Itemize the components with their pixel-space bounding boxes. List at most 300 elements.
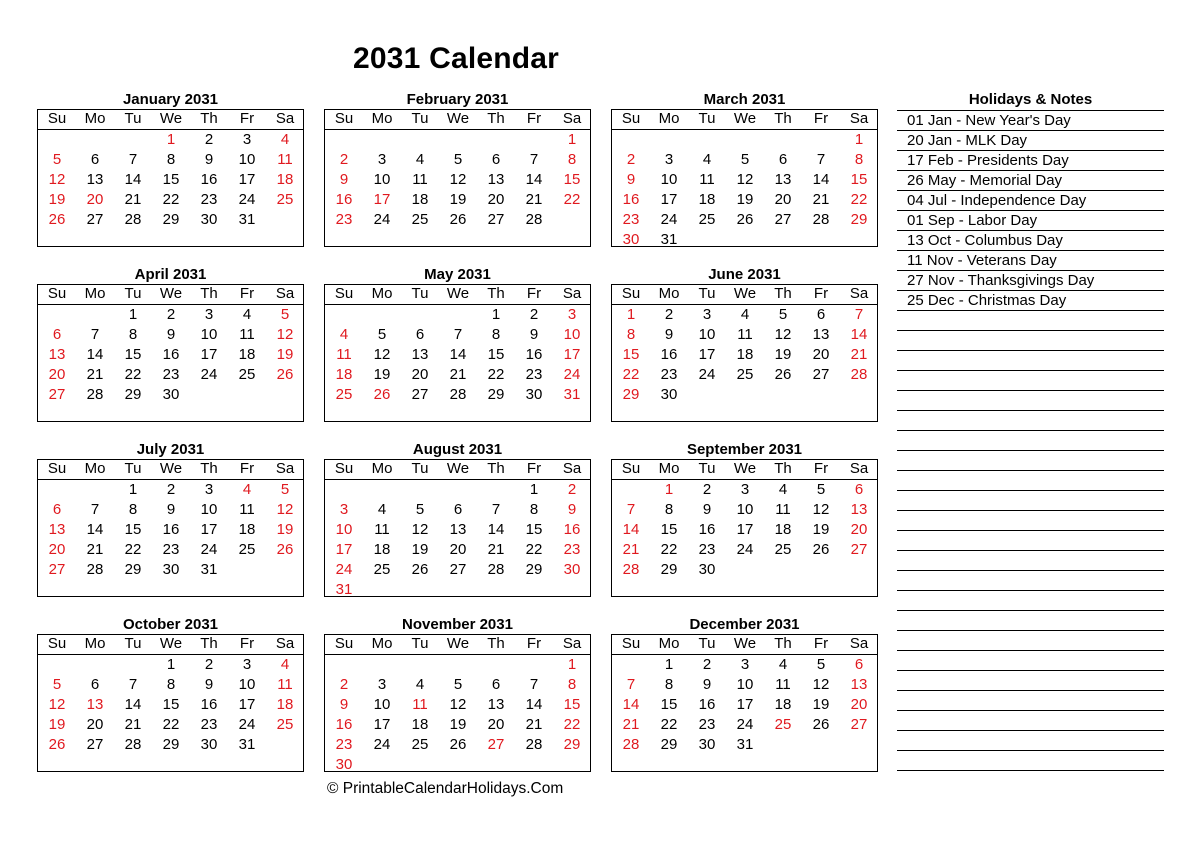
day-cell [401,305,439,325]
day-cell: 5 [778,306,788,323]
day-cell [439,305,477,325]
weekday-label: Sa [849,285,869,302]
weekday-label: Su [47,635,67,652]
day-cell: 31 [335,581,353,598]
weekday-label: We [733,285,757,302]
day-cell: 21 [812,191,830,208]
weekday-header [38,460,303,480]
day-cell [76,305,114,325]
day-cell: 6 [491,151,501,168]
day-cell [439,480,477,500]
day-cell: 21 [622,541,640,558]
day-cell: 13 [48,346,66,363]
day-cell: 3 [242,131,252,148]
week-row [325,735,590,755]
day-cell: 4 [242,481,252,498]
day-cell: 8 [664,501,674,518]
day-cell [515,580,553,600]
week-row [325,365,590,385]
day-cell: 5 [740,151,750,168]
day-cell: 28 [124,736,142,753]
day-cell: 8 [128,326,138,343]
day-cell: 9 [702,676,712,693]
note-line [897,551,1164,571]
day-cell: 17 [736,521,754,538]
note-line [897,431,1164,451]
day-cell [477,480,515,500]
month-calendar [37,615,304,772]
week-row [38,560,303,580]
day-cell: 17 [200,521,218,538]
day-cell: 2 [204,656,214,673]
day-cell: 7 [128,151,138,168]
day-cell: 31 [238,211,256,228]
day-cell: 21 [850,346,868,363]
day-cell: 27 [86,736,104,753]
weekday-label: Fr [813,110,829,127]
day-cell: 22 [660,716,678,733]
day-cell [228,385,266,405]
day-cell: 5 [415,501,425,518]
day-cell: 24 [698,366,716,383]
day-cell: 7 [491,501,501,518]
weekday-label: We [446,110,470,127]
weekday-label: Fr [526,110,542,127]
day-cell: 22 [563,716,581,733]
week-row [325,130,590,150]
day-cell: 18 [238,521,256,538]
day-cell [802,130,840,150]
day-cell: 23 [162,541,180,558]
day-cell: 29 [162,211,180,228]
week-row [38,190,303,210]
weekday-header [325,460,590,480]
weekday-label: Fr [239,635,255,652]
week-row [38,150,303,170]
day-cell [38,480,76,500]
day-cell: 13 [487,171,505,188]
month-grid [611,284,878,422]
day-cell [688,230,726,250]
weekday-label: Fr [813,285,829,302]
week-row [612,480,877,500]
weekday-label: We [159,285,183,302]
day-cell: 5 [453,676,463,693]
day-cell [190,385,228,405]
day-cell: 6 [854,656,864,673]
day-cell: 24 [563,366,581,383]
day-cell: 11 [239,326,255,343]
day-cell: 9 [204,676,214,693]
day-cell: 31 [736,736,754,753]
week-row [325,755,590,775]
weekday-label: Fr [813,635,829,652]
day-cell: 26 [812,541,830,558]
day-cell: 27 [487,211,505,228]
weekday-label: Th [487,110,505,127]
day-cell: 9 [166,326,176,343]
weekday-label: Tu [411,285,429,302]
day-cell: 16 [698,696,716,713]
day-cell: 22 [563,191,581,208]
day-cell: 5 [280,306,290,323]
weekday-label: Tu [124,460,142,477]
day-cell: 2 [166,481,176,498]
day-cell: 30 [698,561,716,578]
day-cell [840,385,878,405]
note-line [897,571,1164,591]
day-cell: 8 [491,326,501,343]
day-cell: 14 [124,696,142,713]
weekday-label: Mo [658,285,680,302]
weekday-label: Su [334,110,354,127]
day-cell: 20 [774,191,792,208]
week-row [38,715,303,735]
note-line [897,751,1164,771]
day-cell: 23 [563,541,581,558]
day-cell: 19 [276,346,294,363]
day-cell: 19 [812,521,830,538]
day-cell: 11 [239,501,255,518]
day-cell: 15 [563,696,581,713]
holiday-item: 11 Nov - Veterans Day [897,251,1164,271]
day-cell: 2 [626,151,636,168]
day-cell: 28 [124,211,142,228]
day-cell: 19 [736,191,754,208]
weekday-label: Su [621,110,641,127]
day-cell [764,385,802,405]
week-row [325,715,590,735]
day-cell: 16 [200,171,218,188]
day-cell: 7 [90,326,100,343]
day-cell: 5 [453,151,463,168]
day-cell: 6 [854,481,864,498]
day-cell: 28 [622,736,640,753]
day-cell [401,655,439,675]
day-cell: 16 [563,521,581,538]
month-grid [324,109,591,247]
day-cell [325,655,363,675]
weekday-label: Mo [84,635,106,652]
weekday-label: Su [47,460,67,477]
week-row [612,385,877,405]
day-cell [76,130,114,150]
day-cell: 20 [812,346,830,363]
page-title: 2031 Calendar [353,42,560,75]
day-cell [363,755,401,775]
day-cell: 21 [449,366,467,383]
weekday-label: Mo [371,285,393,302]
day-cell: 22 [162,191,180,208]
day-cell: 1 [854,131,864,148]
weekday-label: Tu [411,110,429,127]
weekday-label: Th [774,285,792,302]
day-cell: 17 [238,696,256,713]
day-cell: 10 [736,676,754,693]
day-cell: 17 [660,191,678,208]
weekday-label: Fr [813,460,829,477]
day-cell: 15 [124,521,142,538]
day-cell: 9 [567,501,577,518]
weekday-label: Su [47,110,67,127]
week-row [38,170,303,190]
day-cell: 18 [276,171,294,188]
weekday-label: Sa [275,635,295,652]
day-cell [325,480,363,500]
week-row [325,210,590,230]
footer-copyright: © PrintableCalendarHolidays.Com [327,780,564,797]
day-cell: 23 [525,366,543,383]
day-cell: 14 [449,346,467,363]
day-cell: 12 [449,171,467,188]
day-cell [726,130,764,150]
day-cell: 22 [850,191,868,208]
day-cell: 23 [335,211,353,228]
day-cell: 26 [48,211,66,228]
day-cell: 29 [622,386,640,403]
day-cell: 22 [660,541,678,558]
month-title: February 2031 [406,91,509,108]
day-cell: 30 [335,756,353,773]
day-cell: 14 [525,171,543,188]
day-cell: 13 [48,521,66,538]
day-cell: 9 [166,501,176,518]
weekday-label: Su [621,635,641,652]
day-cell: 25 [736,366,754,383]
day-cell [612,655,650,675]
day-cell: 27 [449,561,467,578]
day-cell [477,130,515,150]
day-cell: 20 [487,716,505,733]
day-cell: 29 [660,736,678,753]
note-line [897,691,1164,711]
week-row [612,210,877,230]
day-cell: 4 [280,656,290,673]
day-cell: 26 [276,541,294,558]
day-cell: 23 [698,541,716,558]
month-title: October 2031 [122,616,219,633]
day-cell [401,755,439,775]
day-cell: 4 [242,306,252,323]
weekday-label: Sa [562,110,582,127]
day-cell: 19 [48,191,66,208]
day-cell [114,130,152,150]
weekday-label: We [733,460,757,477]
day-cell: 5 [377,326,387,343]
month-calendar [37,90,304,247]
week-row [612,190,877,210]
day-cell [553,580,591,600]
note-line [897,511,1164,531]
day-cell: 20 [449,541,467,558]
day-cell: 4 [740,306,750,323]
day-cell: 11 [277,151,293,168]
day-cell: 7 [128,676,138,693]
day-cell: 24 [660,211,678,228]
day-cell [363,580,401,600]
day-cell: 9 [664,326,674,343]
week-row [325,480,590,500]
note-line [897,731,1164,751]
month-grid [37,459,304,597]
day-cell: 3 [377,676,387,693]
day-cell: 3 [377,151,387,168]
weekday-header [38,285,303,305]
week-row [325,305,590,325]
day-cell [439,655,477,675]
day-cell: 19 [48,716,66,733]
day-cell [802,735,840,755]
day-cell: 1 [491,306,501,323]
day-cell: 7 [529,151,539,168]
weekday-label: We [446,635,470,652]
note-line [897,391,1164,411]
weekday-label: Tu [698,285,716,302]
day-cell: 26 [812,716,830,733]
day-cell: 18 [736,346,754,363]
week-row [612,520,877,540]
day-cell: 13 [86,171,104,188]
day-cell: 25 [276,716,294,733]
weekday-label: Th [200,285,218,302]
weekday-label: Mo [658,460,680,477]
day-cell: 7 [529,676,539,693]
holiday-item: 13 Oct - Columbus Day [897,231,1164,251]
day-cell: 3 [664,151,674,168]
day-cell [477,655,515,675]
week-row [38,210,303,230]
day-cell: 21 [124,716,142,733]
day-cell: 17 [238,171,256,188]
day-cell: 11 [699,171,715,188]
day-cell: 6 [90,676,100,693]
day-cell: 24 [200,541,218,558]
day-cell: 20 [48,366,66,383]
day-cell: 1 [567,656,577,673]
day-cell [764,230,802,250]
day-cell: 21 [86,541,104,558]
day-cell: 23 [162,366,180,383]
month-grid [37,284,304,422]
day-cell: 27 [411,386,429,403]
day-cell: 9 [339,171,349,188]
day-cell: 4 [778,481,788,498]
day-cell: 27 [850,541,868,558]
weekday-label: We [159,110,183,127]
week-row [325,655,590,675]
day-cell: 25 [238,541,256,558]
day-cell: 13 [774,171,792,188]
note-line [897,411,1164,431]
day-cell: 12 [276,326,294,343]
weekday-header [612,460,877,480]
day-cell: 14 [487,521,505,538]
week-row [38,130,303,150]
day-cell: 26 [449,736,467,753]
day-cell: 15 [487,346,505,363]
month-grid [611,634,878,772]
week-row [325,580,590,600]
month-calendar [611,90,878,247]
day-cell: 1 [166,656,176,673]
day-cell: 6 [52,501,62,518]
day-cell [76,480,114,500]
weekday-header [38,635,303,655]
day-cell: 23 [660,366,678,383]
weekday-label: Tu [124,110,142,127]
day-cell: 17 [200,346,218,363]
day-cell: 29 [124,561,142,578]
day-cell: 20 [86,191,104,208]
day-cell: 18 [373,541,391,558]
weekday-label: Sa [562,460,582,477]
weekday-label: We [733,110,757,127]
day-cell: 19 [411,541,429,558]
weekday-label: Fr [526,460,542,477]
day-cell: 8 [166,151,176,168]
week-row [612,325,877,345]
day-cell: 13 [86,696,104,713]
day-cell: 12 [411,521,429,538]
day-cell [363,480,401,500]
day-cell: 7 [626,676,636,693]
week-row [325,540,590,560]
month-title: November 2031 [402,616,513,633]
day-cell: 18 [411,716,429,733]
month-calendar [611,440,878,597]
week-row [612,560,877,580]
month-calendar [324,90,591,247]
weekday-label: Su [47,285,67,302]
day-cell: 30 [162,561,180,578]
note-line [897,491,1164,511]
day-cell: 29 [563,736,581,753]
month-grid [611,109,878,247]
day-cell: 16 [622,191,640,208]
day-cell: 3 [567,306,577,323]
day-cell: 7 [854,306,864,323]
day-cell [401,480,439,500]
day-cell: 26 [373,386,391,403]
day-cell: 11 [775,676,791,693]
week-row [612,735,877,755]
day-cell: 26 [774,366,792,383]
month-title: January 2031 [122,91,219,108]
day-cell: 2 [204,131,214,148]
day-cell: 29 [487,386,505,403]
weekday-label: Tu [698,635,716,652]
day-cell: 6 [52,326,62,343]
weekday-label: Mo [84,460,106,477]
month-grid [37,109,304,247]
weekday-label: Sa [562,635,582,652]
day-cell: 27 [487,736,505,753]
month-calendar [324,440,591,597]
month-title: April 2031 [134,266,207,283]
weekday-label: Tu [124,285,142,302]
day-cell: 2 [702,481,712,498]
day-cell: 6 [778,151,788,168]
day-cell: 5 [52,676,62,693]
day-cell: 5 [816,481,826,498]
day-cell: 10 [736,501,754,518]
day-cell: 31 [200,561,218,578]
note-line [897,371,1164,391]
week-row [38,675,303,695]
day-cell: 28 [622,561,640,578]
day-cell [840,735,878,755]
day-cell: 19 [449,191,467,208]
